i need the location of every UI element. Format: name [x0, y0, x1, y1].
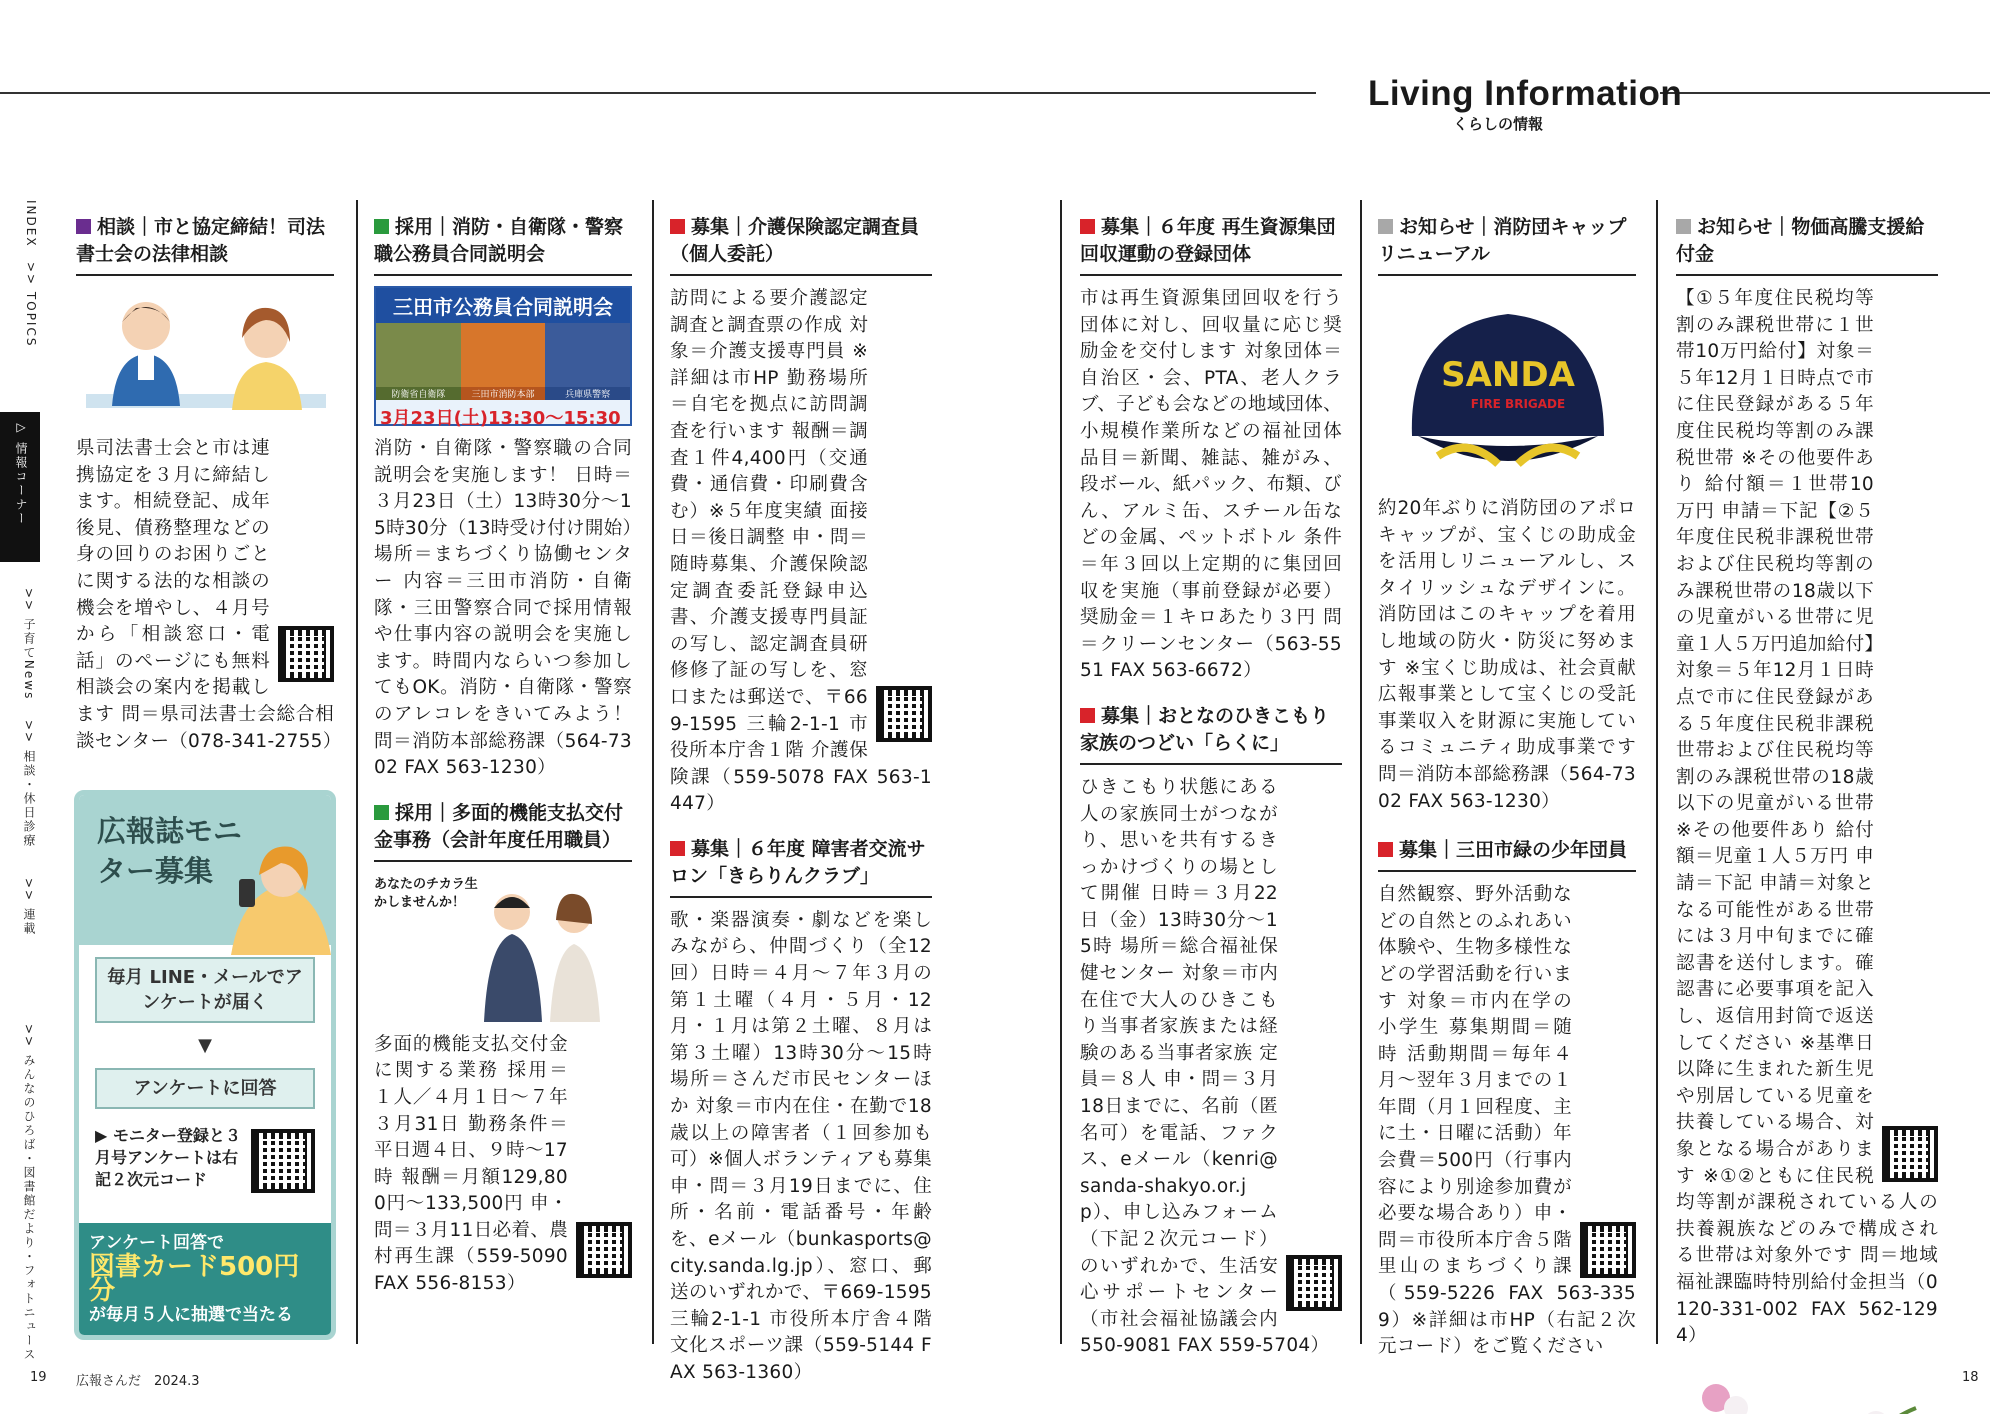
article-heading: お知らせ｜物価高騰支援給付金	[1676, 214, 1938, 276]
red-square-icon	[1080, 219, 1095, 234]
article-body: 自然観察、野外活動などの自然とのふれあい体験や、生物多様性などの学習活動を行います 対象＝市内在学の小学生 募集期間＝随時 活動期間＝毎年４月〜翌年３月までの１年間（月１回程度、主に土・日曜に活動）年会費＝500円（行事内容により別途参加費が必要な場合あり）申・問＝市役所本庁舎５階 里山のまちづくり課（559-5226 FAX 563-3359）※詳細は市HP（右記２次元コード）をご覧ください	[1378, 884, 1636, 1358]
column-rule	[1360, 200, 1362, 1344]
sidebar-index[interactable]: INDEX	[24, 200, 38, 248]
qr-code-icon	[1286, 1255, 1342, 1311]
article-body: 多面的機能支払交付金に関する業務 採用＝１人／４月１日〜７年３月31日 勤務条件＝平日週４日、９時〜17時 報酬＝月額129,800円〜133,500円 申・問＝３月11日必着、農村再生課（559-5090 FAX 556-8153）	[374, 1032, 632, 1298]
qr-code-icon[interactable]	[251, 1129, 315, 1193]
qr-code-icon	[576, 1222, 632, 1278]
sidebar-rensai[interactable]: >> 連載	[22, 878, 36, 936]
sidebar-topics[interactable]: >> TOPICS	[24, 262, 38, 348]
fire-brigade-cap-image	[1378, 286, 1636, 486]
monitor-recruitment-ad	[74, 790, 336, 1340]
article-heading: 相談｜市と協定締結！司法書士会の法律相談	[76, 214, 334, 276]
article-body: 訪問による要介護認定調査と調査票の作成 対象＝介護支援専門員 ※詳細は市HP 勤務場所＝自宅を拠点に訪問調査を行います 報酬＝調査１件4,400円（交通費・通信費・印刷費含む）※５年度実績 面接日＝後日調整 申・問＝随時募集、介護保険認定調査委託登録申込書、介護支援専門員証の写し、認定調査員研修修了証の写しを、窓口または郵送で、〒669-1595 三輪2-1-1 市役所本庁舎１階 介護保険課（559-5078 FAX 563-1447）	[670, 288, 932, 815]
article-heading: お知らせ｜消防団キャップリニューアル	[1378, 214, 1636, 276]
article-heading: 募集｜おとなのひきこもり家族のつどい「らくに」	[1080, 703, 1342, 765]
footer-left-page-number: 19	[30, 1370, 47, 1385]
worker-illustration: あなたのチカラ生かしませんか！	[374, 872, 632, 1022]
column-3	[670, 214, 932, 1405]
footer-magazine-name: 広報さんだ 2024.3	[76, 1374, 200, 1389]
page-title: Living Information	[1368, 74, 1683, 113]
article-kirarin-club	[670, 836, 932, 1387]
qr-code-icon	[876, 686, 932, 742]
monitor-prize-banner: アンケート回答で 図書カード500円分 が毎月５人に抽選で当たる	[79, 1223, 331, 1335]
banner-photos	[376, 323, 630, 387]
qr-code-icon	[278, 626, 334, 682]
monitor-register-note: ▶ モニター登録と３月号アンケートは右記２次元コード	[79, 1121, 331, 1195]
article-heading: 募集｜６年度 再生資源集団回収運動の登録団体	[1080, 214, 1342, 276]
article-body: 市は再生資源集団回収を行う団体に対し、回収量に応じ奨励金を交付します 対象団体＝自治区・会、PTA、老人クラブ、子ども会などの地域団体、小規模作業所などの福祉団体 品目＝新聞、雑誌、雑がみ、段ボール、紙パック、布類、びん、アルミ缶、スチール缶などの金属、ペットボトル 条件＝年３回以上定期的に集団回収を実施（事前登録が必要）奨励金＝１キロあたり３円 問＝クリーンセンター（563-5551 FAX 563-6672）	[1080, 288, 1342, 682]
article-clerk-recruitment	[374, 800, 632, 1298]
article-fire-brigade-cap	[1378, 214, 1636, 815]
green-square-icon	[374, 805, 389, 820]
qr-code-icon	[1580, 1222, 1636, 1278]
article-body: 歌・楽器演奏・劇などを楽しみながら、仲間づくり（全12回）日時＝４月〜７年３月の第１土曜（４月・５月・12月・１月は第２土曜、８月は第３土曜）13時30分〜15時 場所＝さんだ市民センターほか 対象＝市内在住・在勤で18歳以上の障害者（１回参加も可）※個人ボランティアも募集 申・問＝３月19日までに、住所・名前・電話番号・年齢を、eメール（bunkasports@city.sanda.lg.jp）、窓口、郵送のいずれかで、〒669-1595 三輪2-1-1 市役所本庁舎４階 文化スポーツ課（559-5144 FAX 563-1360）	[670, 909, 932, 1383]
monitor-step-2: アンケートに回答	[95, 1068, 315, 1109]
article-body: 【①５年度住民税均等割のみ課税世帯に１世帯10万円給付】対象＝５年12月１日時点で市に住民登録がある５年度住民税均等割のみ課税世帯 ※その他要件あり 給付額＝１世帯10万円 申請＝下記【②５年度住民税非課税世帯および住民税均等割のみ課税世帯の18歳以下の児童がいる世帯に児童１人５万円追加給付】対象＝５年12月１日時点で市に住民登録がある５年度住民税非課税世帯および住民税均等割のみ課税世帯の18歳以下の児童がいる世帯 ※その他要件あり 給付額＝児童１人５万円 申請＝下記 申請＝対象となる可能性がある世帯には３月中旬までに確認書を送付します。確認書に必要事項を記入し、返信用封筒で返送してください ※基準日以降に生まれた新生児や別居している児童を扶養している場合、対象となる場合があります ※①②ともに住民税均等割が課税されている人の扶養親族などのみで構成される世帯は対象外です 問＝地域福祉課臨時特別給付金担当（0120-331-002 FAX 562-1294）	[1676, 288, 1938, 1347]
header-rule-left	[0, 92, 1316, 94]
firefighter-photo	[461, 323, 546, 387]
qr-code-icon	[1882, 1126, 1938, 1182]
banner-title: 三田市公務員合同説明会	[376, 288, 630, 323]
article-price-support	[1676, 214, 1938, 1350]
police-photo	[545, 323, 630, 387]
gray-square-icon	[1378, 219, 1393, 234]
flower-illustration	[1676, 1368, 1938, 1414]
column-1	[76, 214, 342, 773]
monitor-step-1: 毎月 LINE・メールでアンケートが届く	[95, 957, 315, 1023]
column-5	[1378, 214, 1636, 1379]
cap-photo	[1378, 286, 1636, 486]
article-body: 県司法書士会と市は連携協定を３月に締結します。相続登記、成年後見、債務整理などの身の回りのお困りごとに関する法的な相談の機会を増やし、４月号から「相談窓口・電話」のページにも無料相談会の案内を掲載します 問＝県司法書士会総合相談センター（078-341-2755）	[76, 438, 342, 752]
sidebar-soudan[interactable]: >> 相談・休日診療	[22, 720, 36, 848]
article-green-youth	[1378, 837, 1636, 1361]
sidebar-minna[interactable]: >> みんなのひろば・図書館だより・フォトニュース	[22, 1024, 36, 1362]
purple-square-icon	[76, 219, 91, 234]
article-heading: 採用｜多面的機能支払交付金事務（会計年度任用職員）	[374, 800, 632, 862]
woman-with-phone-image	[211, 835, 331, 955]
article-heading: 募集｜６年度 障害者交流サロン「きらりんクラブ」	[670, 836, 932, 898]
red-square-icon	[1080, 708, 1095, 723]
article-legal-consultation	[76, 214, 342, 755]
column-rule	[356, 200, 358, 1344]
article-hikikomori-family	[1080, 703, 1342, 1360]
article-heading: 募集｜三田市緑の少年団員	[1378, 837, 1636, 872]
two-people-consulting-image	[76, 286, 334, 426]
briefing-banner	[374, 286, 632, 429]
banner-tags: 防衛省自衛隊 三田市消防本部 兵庫県警察	[376, 387, 630, 400]
green-square-icon	[374, 219, 389, 234]
column-rule	[652, 200, 654, 1344]
column-6	[1676, 214, 1938, 1414]
gray-square-icon	[1676, 219, 1691, 234]
article-body: 約20年ぶりに消防団のアポロキャップが、宝くじの助成金を活用しリニューアルし、スタイリッシュなデザインに。消防団はこのキャップを着用し地域の防火・防災に努めます ※宝くじ助成は、社会貢献広報事業として宝くじの受託事業収入を財源に実施しているコミュニティ助成事業です 問＝消防本部総務課（564-7302 FAX 563-1230）	[1378, 498, 1636, 812]
column-rule	[1060, 200, 1062, 1344]
cap-logo-sub: FIRE BRIGADE	[1470, 397, 1566, 411]
sidebar-kosodate-news[interactable]: >> 子育てNews	[22, 588, 36, 701]
article-care-insurance	[670, 214, 932, 818]
red-square-icon	[670, 219, 685, 234]
page-subtitle: くらしの情報	[1453, 115, 1544, 133]
column-rule	[1656, 200, 1658, 1344]
article-heading: 募集｜介護保険認定調査員（個人委託）	[670, 214, 932, 276]
column-2	[374, 214, 632, 1316]
column-4	[1080, 214, 1342, 1378]
red-square-icon	[1378, 842, 1393, 857]
article-body: ひきこもり状態にある人の家族同士がつながり、思いを共有するきっかけづくりの場として開催 日時＝３月22日（金）13時30分〜15時 場所＝総合福祉保健センター 対象＝市内在住で大人のひきこもり当事者家族または経験のある当事者家族 定員＝８人 申・問＝３月18日までに、名前（匿名可）を電話、ファクス、eメール（kenri@sanda-shakyo.or.jp）、申し込みフォーム（下記２次元コード）のいずれかで、生活安心サポートセンター（市社会福祉協議会内 550-9081 FAX 559-5704）	[1080, 775, 1342, 1360]
sidebar-info-corner[interactable]: ▷ 情報コーナー	[0, 412, 40, 562]
article-public-servant-briefing	[374, 214, 632, 782]
cap-logo-text: SANDA	[1441, 355, 1575, 395]
article-recycling	[1080, 214, 1342, 685]
footer-right-page-number: 18	[1962, 1370, 1979, 1385]
daphne-flower-image	[1676, 1368, 1938, 1414]
article-body: 消防・自衛隊・警察職の合同説明会を実施します！ 日時＝３月23日（土）13時30分〜15時30分（13時受け付け開始）場所＝まちづくり協働センター 内容＝三田市消防・自衛隊・三田警察合同で採用情報や仕事内容の説明会を実施します。時間内ならいつ参加してもOK。消防・自衛隊・警察のアレコレをきいてみよう！ 問＝消防本部総務課（564-7302 FAX 563-1230）	[374, 438, 632, 779]
header-rule-right	[1660, 92, 1990, 94]
down-arrow-icon: ▼	[198, 1035, 212, 1056]
consultation-illustration	[76, 286, 334, 426]
article-heading: 採用｜消防・自衛隊・警察職公務員合同説明会	[374, 214, 632, 276]
red-square-icon	[670, 841, 685, 856]
banner-date: 3月23日(土)13:30〜15:30	[380, 408, 621, 429]
helicopter-photo	[376, 323, 461, 387]
monitor-heading: 広報誌モニター募集	[79, 795, 331, 945]
